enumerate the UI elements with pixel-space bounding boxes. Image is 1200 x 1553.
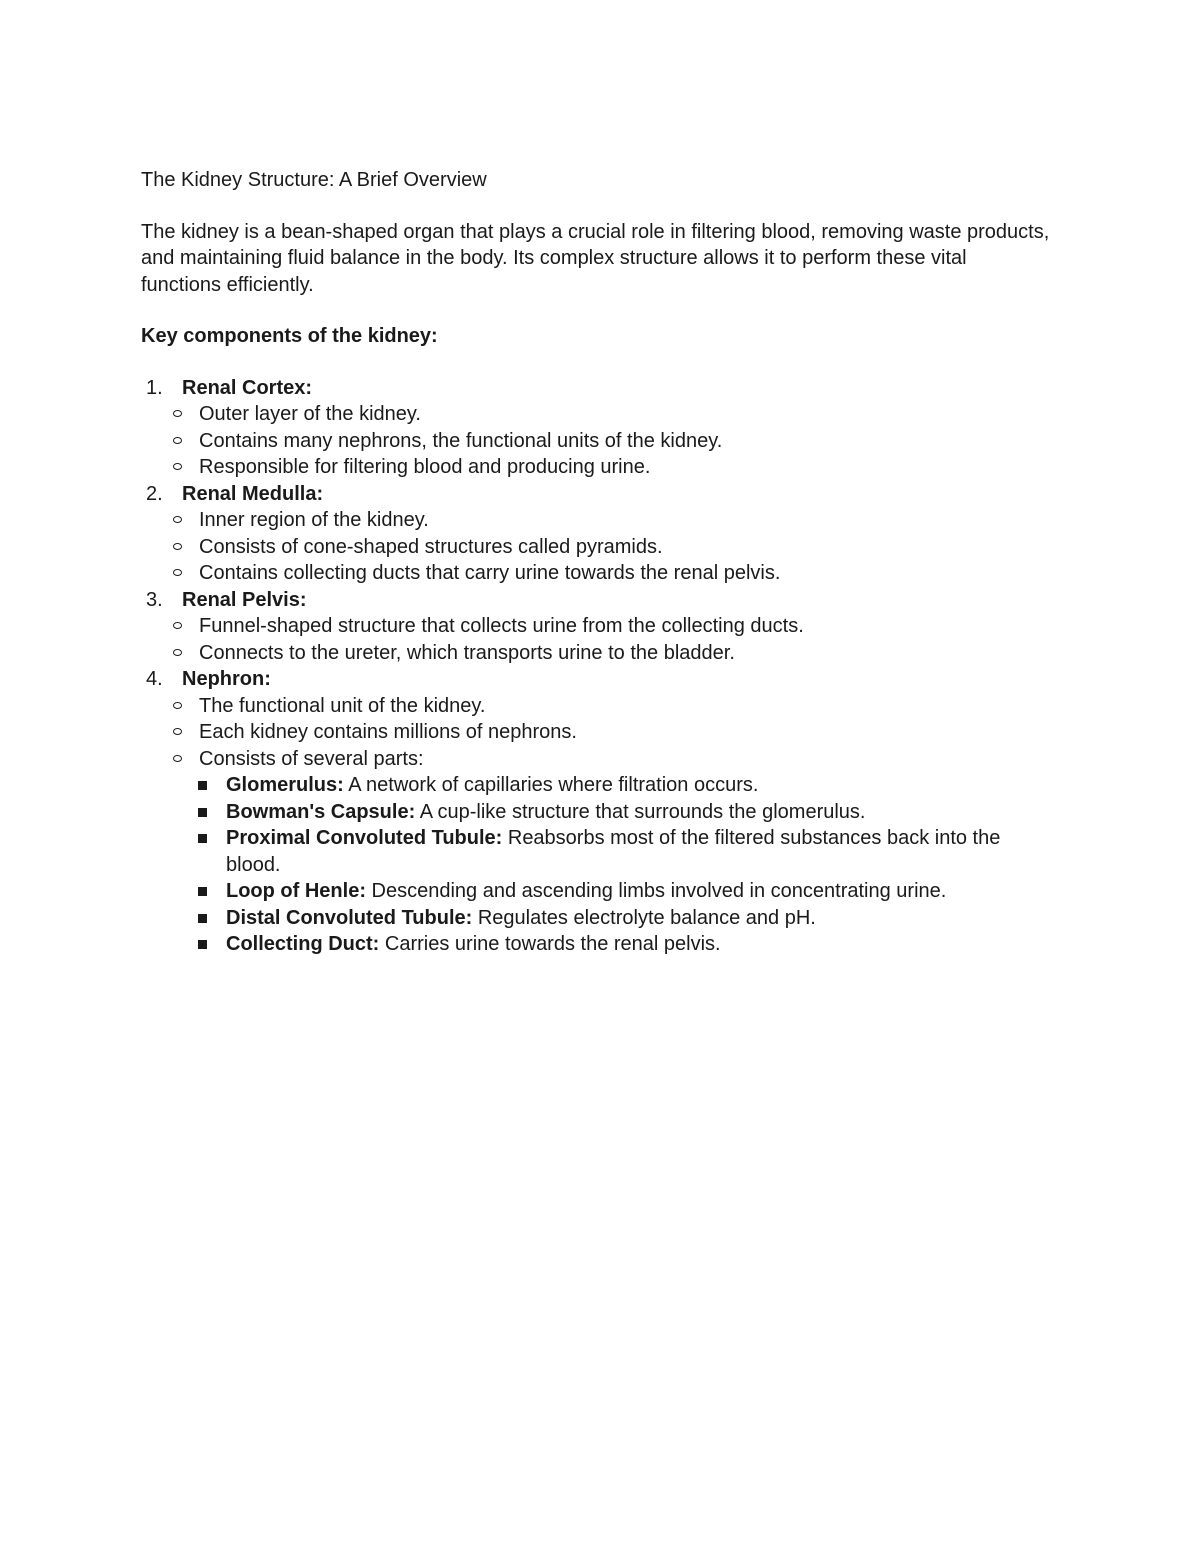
intro-paragraph: The kidney is a bean-shaped organ that plays a crucial role in filtering blood, removing waste products, and maintaining fluid balance in the body. Its complex structure allows it to perform these vital functions efficiently. [141,220,1050,296]
list-item: Consists of cone-shaped structures called pyramids. [173,534,1051,561]
circle-bullet-icon [173,702,182,709]
list-item: Contains collecting ducts that carry urine towards the renal pelvis. [173,560,1051,587]
circle-bullet-icon [173,410,182,417]
circle-bullet-icon [173,728,182,735]
section-number: 4. [146,668,163,690]
list-item: Inner region of the kidney. [173,507,1051,534]
section-number: 3. [146,588,163,611]
list-item: Contains many nephrons, the functional units of the kidney. [173,428,1051,455]
list-item: Bowman's Capsule: A cup-like structure that surrounds the glomerulus. [198,799,1051,826]
section-item [141,375,1051,481]
section-points [182,401,1051,481]
circle-bullet-icon [173,755,182,762]
circle-bullet-icon [173,437,182,444]
document-title: The Kidney Structure: A Brief Overview [141,169,487,191]
square-bullet-icon [198,834,207,843]
section-item [141,481,1051,587]
document-page [141,167,1051,958]
square-bullet-icon [198,808,207,817]
circle-bullet-icon [173,543,182,550]
list-item: Connects to the ureter, which transports urine to the bladder. [173,640,1051,667]
circle-bullet-icon [173,463,182,470]
list-item: Collecting Duct: Carries urine towards the renal pelvis. [198,931,1051,958]
square-bullet-icon [198,940,207,949]
circle-bullet-icon [173,649,182,656]
list-item: Proximal Convoluted Tubule: Reabsorbs most of the filtered substances back into the blood. [198,825,1051,878]
list-item: Glomerulus: A network of capillaries where filtration occurs. [198,772,1051,799]
list-item: The functional unit of the kidney. [173,693,1051,720]
section-label: Nephron: [182,668,271,690]
circle-bullet-icon [173,516,182,523]
section-points [182,613,1051,666]
list-item: Consists of several parts: Glomerulus: A network of capillaries where filtration occurs. Bowman's Capsule: A cup-like structure that surrounds the glomerulus. Proximal Convoluted Tubule: Reabsorbs most of the filtered substances back into the blood. Loop of Henle: Descending and ascending limbs involved in concentrating urine. Distal Convoluted Tubule: Regulates electrolyte balance and pH. Collecting Duct: Carries urine towards the renal pelvis. [173,746,1051,958]
section-item [141,666,1051,958]
square-bullet-icon [198,887,207,896]
key-components-heading: Key components of the kidney: [141,325,438,347]
section-points [182,507,1051,587]
section-number: 1. [146,376,163,399]
nephron-parts-list [199,772,1051,958]
list-item: Responsible for filtering blood and producing urine. [173,454,1051,481]
circle-bullet-icon [173,569,182,576]
list-item: Each kidney contains millions of nephrons. [173,719,1051,746]
components-list [141,375,1051,958]
square-bullet-icon [198,914,207,923]
section-label: Renal Cortex: [182,376,313,399]
list-item: Outer layer of the kidney. [173,401,1051,428]
section-label: Renal Medulla: [182,482,324,505]
list-item: Distal Convoluted Tubule: Regulates electrolyte balance and pH. [198,905,1051,932]
circle-bullet-icon [173,622,182,629]
list-item: Funnel-shaped structure that collects urine from the collecting ducts. [173,613,1051,640]
section-points [182,693,1051,958]
list-item: Loop of Henle: Descending and ascending limbs involved in concentrating urine. [198,878,1051,905]
section-item [141,587,1051,667]
square-bullet-icon [198,781,207,790]
section-number: 2. [146,482,163,505]
section-label: Renal Pelvis: [182,588,307,611]
